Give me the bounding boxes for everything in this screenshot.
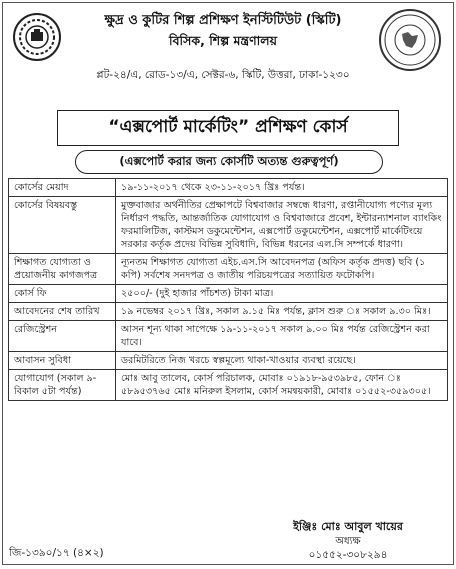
- row-value: আসন শূন্য থাকা সাপেক্ষে ১৯-১১-২০১৭ সকাল ৯.০০ মিঃ পর্যন্ত রেজিস্ট্রেশন করা যাবে।: [116, 321, 448, 352]
- institute-address: প্লট-২৪/এ, রোড-১৩/এ, সেক্টর-৬, স্কিটি, উত্তরা, ঢাকা-১২৩০: [96, 69, 350, 81]
- row-value: ১৯-১১-২০১৭ থেকে ২৩-১১-২০১৭ খ্রিঃ পর্যন্ত।: [116, 179, 448, 197]
- reference-number: জি-১৩৯০/১৭ (৪×২): [9, 547, 104, 559]
- row-value: ২৫০০/- (দুই হাজার পাঁচশত) টাকা মাত্র।: [116, 285, 448, 303]
- row-label: কোর্সের বিষয়বস্তু: [9, 197, 116, 254]
- course-title: “এক্সপোর্ট মার্কেটিং” প্রশিক্ষণ কোর্স: [57, 110, 399, 146]
- table-row: [9, 285, 448, 303]
- row-label: আবেদনের শেষ তারিখ: [9, 303, 116, 321]
- table-row: [9, 303, 448, 321]
- table-row: [9, 179, 448, 197]
- bangladesh-government-seal-icon: [379, 9, 441, 71]
- course-subtitle: (এক্সপোর্ট করার জন্য কোর্সটি অত্যন্ত গুরুত্বপূর্ণ): [75, 150, 383, 174]
- row-label: কোর্সের মেয়াদ: [9, 179, 116, 197]
- row-label: আবাসন সুবিধা: [9, 352, 116, 370]
- row-value: মুক্তবাজার অর্থনীতির প্রেক্ষাপটে বিশ্ববাজার সম্বন্ধে ধারণা, রপ্তানীযোগ্য পণ্যের মূল্য নির্ধারণ পদ্ধতি, আন্তর্জাতিক যোগাযোগ ও বিশ্ববাজারে প্রবেশ, ইন্টারন্যাশনাল ব্যাংকিং ফরমালিটিজ, কাস্টমস ডকুমেন্টেশন, এক্সপোর্ট ডকুমেন্টেশন, এক্সপোর্ট মার্কেটিংয়ে সরকার কর্তৃক প্রদেয় বিভিন্ন সুবিধাদি, বিভিন্ন ধরনের এল.সি সম্পর্কে ধারণা।: [116, 197, 448, 254]
- signatory-title: অধ্যক্ষ: [335, 536, 361, 547]
- signatory-name: ইঞ্জিঃ মোঃ আবুল খায়ের: [293, 520, 403, 533]
- row-label: রেজিস্ট্রেশন: [9, 321, 116, 352]
- header: [3, 3, 453, 89]
- table-row: [9, 321, 448, 352]
- course-info-table: [8, 178, 448, 401]
- row-value: ১৯ নভেম্বর ২০১৭ খ্রিঃ, সকাল ৯.১৫ মিঃ পর্যন্ত, ক্লাস শুরু ঃ সকাল ৯.৩০ মিঃ।: [116, 303, 448, 321]
- row-value: মোঃ আবু তালেব, কোর্স পরিচালক, মোবাঃ ০১৯১৮-৯৫৩৯৮৫, ফোন ঃ ৫৮৯৫৩৭৬৫ মোঃ মনিরুল ইসলাম, কোর্স সমন্বয়কারী, মোবাঃ ০১৫৫২-৩৫৯৩০৫।: [116, 370, 448, 401]
- row-label: শিক্ষাগত যোগ্যতা ও প্রয়োজনীয় কাগজপত্র: [9, 254, 116, 285]
- table-row: [9, 197, 448, 254]
- ministry-name: বিসিক, শিল্প মন্ত্রণালয়: [169, 33, 277, 48]
- row-label: কোর্স ফি: [9, 285, 116, 303]
- institute-name: ক্ষুদ্র ও কুটির শিল্প প্রশিক্ষণ ইনস্টিটিউট (স্কিটি): [104, 13, 342, 28]
- scitti-gear-logo-icon: [13, 13, 61, 61]
- advertisement-page: [2, 2, 454, 565]
- table-row: [9, 352, 448, 370]
- signatory-phone: ০১৫৫২-৩০৮২৯৪: [308, 549, 388, 561]
- table-row: [9, 254, 448, 285]
- row-label: যোগাযোগ (সকাল ৯-বিকাল ৫টা পর্যন্ত): [9, 370, 116, 401]
- row-value: ডরমিটরিতে নিজ খরচে স্বল্পমূল্যে থাকা-খাওয়ার ব্যবস্থা রয়েছে।: [116, 352, 448, 370]
- table-row: [9, 370, 448, 401]
- row-value: ন্যূনতম শিক্ষাগত যোগ্যতা এইচ.এস.সি আবেদনপত্র (অফিস কর্তৃক প্রদত্ত) ছবি (১ কপি) সর্বশেষ সনদপত্র ও জাতীয় পরিচয়পত্রের সত্যায়িত ফটোকপি।: [116, 254, 448, 285]
